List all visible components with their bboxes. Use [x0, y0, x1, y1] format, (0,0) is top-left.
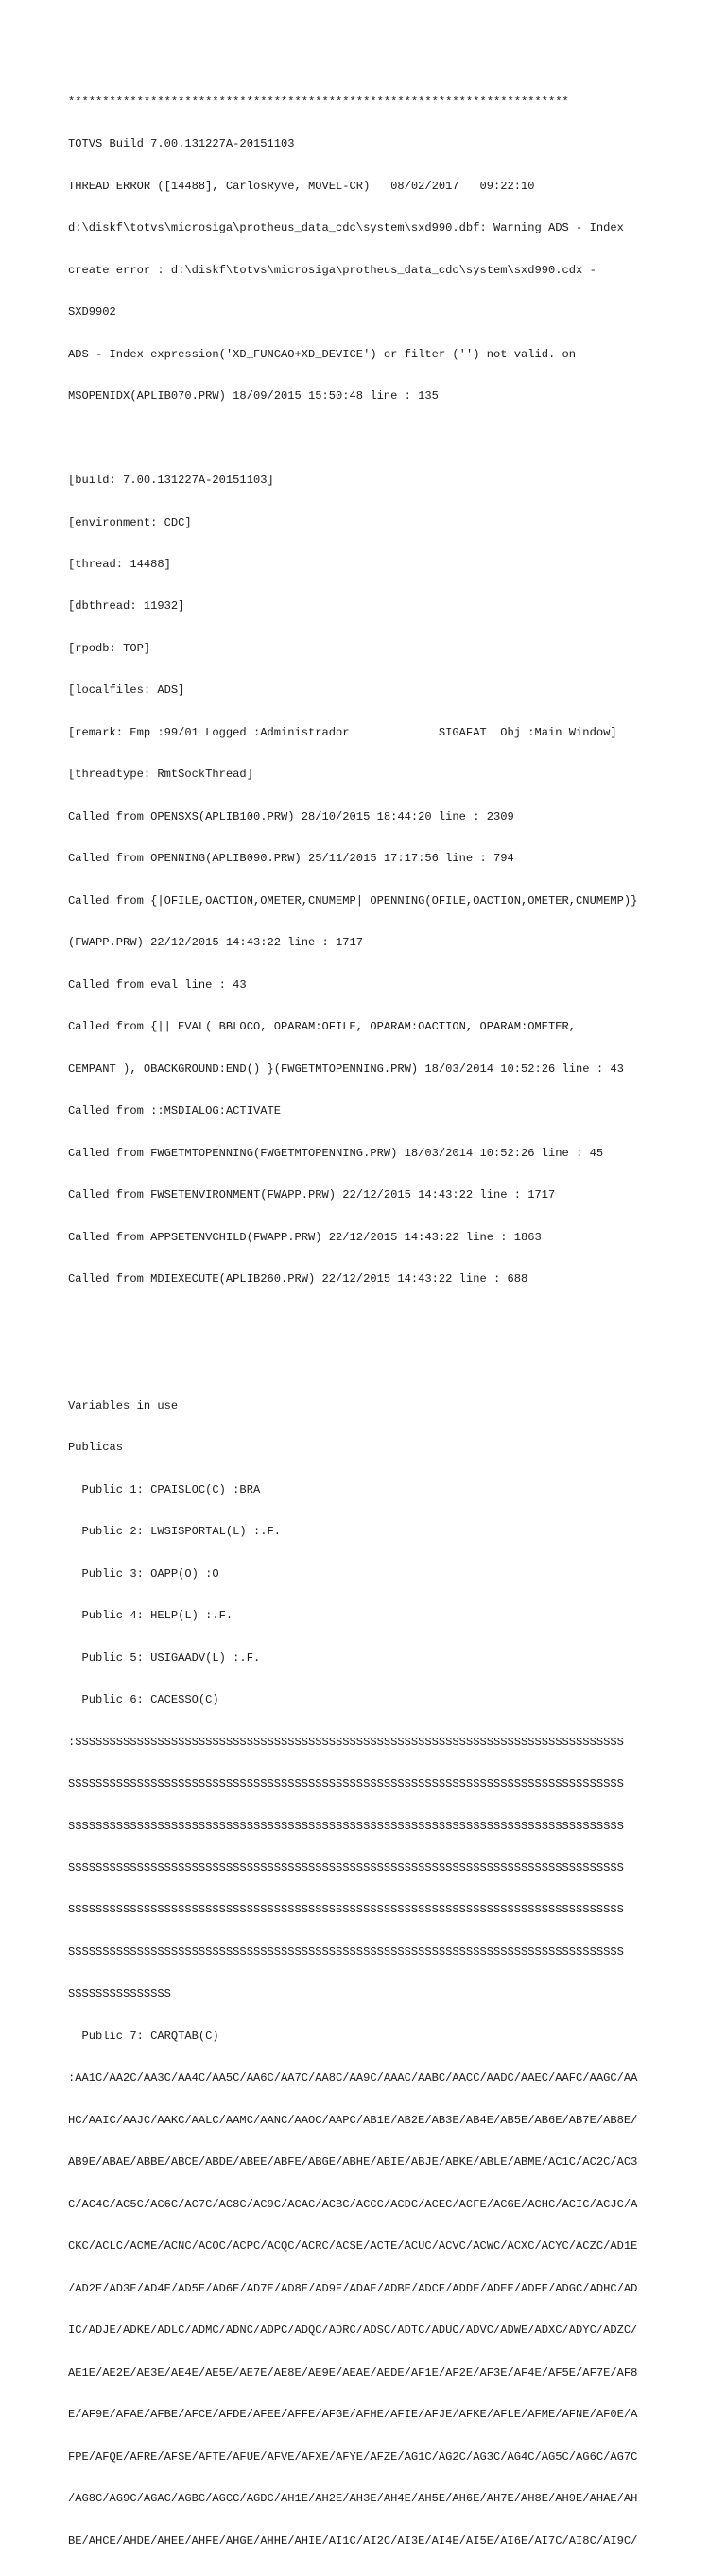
cacesso-value: SSSSSSSSSSSSSSSSSSSSSSSSSSSSSSSSSSSSSSSSSSSSSSSSSSSSSSSSSSSSSSSSSSSSSSSSSSSSSSSSS [68, 1777, 624, 1791]
blank-line [68, 1315, 673, 1329]
carqtab-value: :AA1C/AA2C/AA3C/AA4C/AA5C/AA6C/AA7C/AA8C/AA9C/AAAC/AABC/AACC/AADC/AAEC/AAFC/AAGC/AA [68, 2071, 638, 2085]
info-rpodb: [rpodb: TOP] [68, 641, 151, 655]
public-variable: Public 4: HELP(L) :.F. [68, 1609, 233, 1623]
carqtab-value: HC/AAIC/AAJC/AAKC/AALC/AAMC/AANC/AAOC/AAPC/AB1E/AB2E/AB3E/AB4E/AB5E/AB6E/AB7E/AB8E/ [68, 2113, 638, 2127]
public-variable: Public 7: CARQTAB(C) [68, 2029, 219, 2043]
callstack-line: Called from OPENSXS(APLIB100.PRW) 28/10/2015 18:44:20 line : 2309 [68, 809, 514, 823]
variables-title: Variables in use [68, 1398, 179, 1412]
carqtab-value: IC/ADJE/ADKE/ADLC/ADMC/ADNC/ADPC/ADQC/ADRC/ADSC/ADTC/ADUC/ADVC/ADWE/ADXC/ADYC/ADZC/ [68, 2324, 638, 2338]
separator-stars: ************************************************************************* [68, 95, 569, 109]
carqtab-value: BE/AHCE/AHDE/AHEE/AHFE/AHGE/AHHE/AHIE/AI1C/AI2C/AI3E/AI4E/AI5E/AI6E/AI7C/AI8C/AI9C/ [68, 2533, 638, 2548]
public-variable: Public 6: CACESSO(C) [68, 1693, 219, 1707]
callstack-line: Called from {|| EVAL( BBLOCO, OPARAM:OFILE, OPARAM:OACTION, OPARAM:OMETER, [68, 1020, 577, 1034]
carqtab-value: E/AF9E/AFAE/AFBE/AFCE/AFDE/AFEE/AFFE/AFGE/AFHE/AFIE/AFJE/AFKE/AFLE/AFME/AFNE/AF0E/A [68, 2408, 638, 2422]
callstack-line: CEMPANT ), OBACKGROUND:END() }(FWGETMTOPENNING.PRW) 18/03/2014 10:52:26 line : 43 [68, 1062, 624, 1076]
info-dbthread: [dbthread: 11932] [68, 599, 185, 614]
cacesso-value: SSSSSSSSSSSSSSSSSSSSSSSSSSSSSSSSSSSSSSSSSSSSSSSSSSSSSSSSSSSSSSSSSSSSSSSSSSSSSSSSS [68, 1945, 624, 1959]
thread-error-line: THREAD ERROR ([14488], CarlosRyve, MOVEL-CR) 08/02/2017 09:22:10 [68, 179, 535, 193]
warning-line: SXD9902 [68, 305, 116, 320]
public-variable: Public 3: OAPP(O) :O [68, 1566, 219, 1581]
warning-line: d:\diskf\totvs\microsiga\protheus_data_cdc\system\sxd990.dbf: Warning ADS - Index [68, 221, 624, 235]
variables-group: Publicas [68, 1441, 124, 1455]
cacesso-value: :SSSSSSSSSSSSSSSSSSSSSSSSSSSSSSSSSSSSSSSSSSSSSSSSSSSSSSSSSSSSSSSSSSSSSSSSSSSSSSSS [68, 1735, 624, 1749]
public-variable: Public 2: LWSISPORTAL(L) :.F. [68, 1525, 281, 1539]
info-build: [build: 7.00.131227A-20151103] [68, 474, 274, 488]
public-variable: Public 5: USIGAADV(L) :.F. [68, 1651, 261, 1665]
callstack-line: Called from FWGETMTOPENNING(FWGETMTOPENNING.PRW) 18/03/2014 10:52:26 line : 45 [68, 1146, 604, 1160]
callstack-line: Called from {|OFILE,OACTION,OMETER,CNUMEMP| OPENNING(OFILE,OACTION,OMETER,CNUMEMP)} [68, 893, 638, 908]
carqtab-value: CKC/ACLC/ACME/ACNC/ACOC/ACPC/ACQC/ACRC/ACSE/ACTE/ACUC/ACVC/ACWC/ACXC/ACYC/ACZC/AD1E [68, 2239, 638, 2254]
info-localfiles: [localfiles: ADS] [68, 683, 185, 698]
cacesso-value: SSSSSSSSSSSSSSSSSSSSSSSSSSSSSSSSSSSSSSSSSSSSSSSSSSSSSSSSSSSSSSSSSSSSSSSSSSSSSSSSS [68, 1861, 624, 1875]
expression-line: MSOPENIDX(APLIB070.PRW) 18/09/2015 15:50:48 line : 135 [68, 389, 439, 404]
carqtab-value: FPE/AFQE/AFRE/AFSE/AFTE/AFUE/AFVE/AFXE/AFYE/AFZE/AG1C/AG2C/AG3C/AG4C/AG5C/AG6C/AG7C [68, 2449, 638, 2464]
callstack-line: Called from MDIEXECUTE(APLIB260.PRW) 22/12/2015 14:43:22 line : 688 [68, 1272, 528, 1287]
warning-line: create error : d:\diskf\totvs\microsiga\protheus_data_cdc\system\sxd990.cdx - [68, 263, 596, 277]
blank-line [68, 432, 673, 446]
public-variable: Public 1: CPAISLOC(C) :BRA [68, 1482, 261, 1496]
cacesso-value: SSSSSSSSSSSSSSSSSSSSSSSSSSSSSSSSSSSSSSSSSSSSSSSSSSSSSSSSSSSSSSSSSSSSSSSSSSSSSSSSS [68, 1819, 624, 1833]
blank-line [68, 1357, 673, 1371]
carqtab-value: /AD2E/AD3E/AD4E/AD5E/AD6E/AD7E/AD8E/AD9E/ADAE/ADBE/ADCE/ADDE/ADEE/ADFE/ADGC/ADHC/AD [68, 2281, 638, 2295]
callstack-line: Called from OPENNING(APLIB090.PRW) 25/11/2015 17:17:56 line : 794 [68, 852, 514, 866]
info-threadtype: [threadtype: RmtSockThread] [68, 768, 253, 782]
carqtab-value: C/AC4C/AC5C/AC6C/AC7C/AC8C/AC9C/ACAC/ACBC/ACCC/ACDC/ACEC/ACFE/ACGE/ACHC/ACIC/ACJC/A [68, 2197, 638, 2211]
info-remark: [remark: Emp :99/01 Logged :Administrador SIGAFAT Obj :Main Window] [68, 725, 617, 739]
error-log-text [68, 67, 673, 2576]
build-line: TOTVS Build 7.00.131227A-20151103 [68, 137, 295, 151]
cacesso-value: SSSSSSSSSSSSSSSSSSSSSSSSSSSSSSSSSSSSSSSSSSSSSSSSSSSSSSSSSSSSSSSSSSSSSSSSSSSSSSSSS [68, 1903, 624, 1917]
callstack-line: Called from FWSETENVIRONMENT(FWAPP.PRW) 22/12/2015 14:43:22 line : 1717 [68, 1188, 556, 1202]
info-thread: [thread: 14488] [68, 557, 171, 571]
callstack-line: Called from ::MSDIALOG:ACTIVATE [68, 1104, 281, 1118]
carqtab-value: AB9E/ABAE/ABBE/ABCE/ABDE/ABEE/ABFE/ABGE/ABHE/ABIE/ABJE/ABKE/ABLE/ABME/AC1C/AC2C/AC3 [68, 2155, 638, 2170]
expression-line: ADS - Index expression('XD_FUNCAO+XD_DEVICE') or filter ('') not valid. on [68, 347, 577, 361]
callstack-line: Called from eval line : 43 [68, 977, 247, 992]
carqtab-value: AE1E/AE2E/AE3E/AE4E/AE5E/AE7E/AE8E/AE9E/AEAE/AEDE/AF1E/AF2E/AF3E/AF4E/AF5E/AF7E/AF8 [68, 2365, 638, 2379]
cacesso-value: SSSSSSSSSSSSSSS [68, 1987, 171, 2001]
info-environment: [environment: CDC] [68, 515, 192, 529]
callstack-line: (FWAPP.PRW) 22/12/2015 14:43:22 line : 1717 [68, 936, 364, 950]
callstack-line: Called from APPSETENVCHILD(FWAPP.PRW) 22/12/2015 14:43:22 line : 1863 [68, 1230, 542, 1244]
carqtab-value: /AG8C/AG9C/AGAC/AGBC/AGCC/AGDC/AH1E/AH2E/AH3E/AH4E/AH5E/AH6E/AH7E/AH8E/AH9E/AHAE/AH [68, 2492, 638, 2506]
